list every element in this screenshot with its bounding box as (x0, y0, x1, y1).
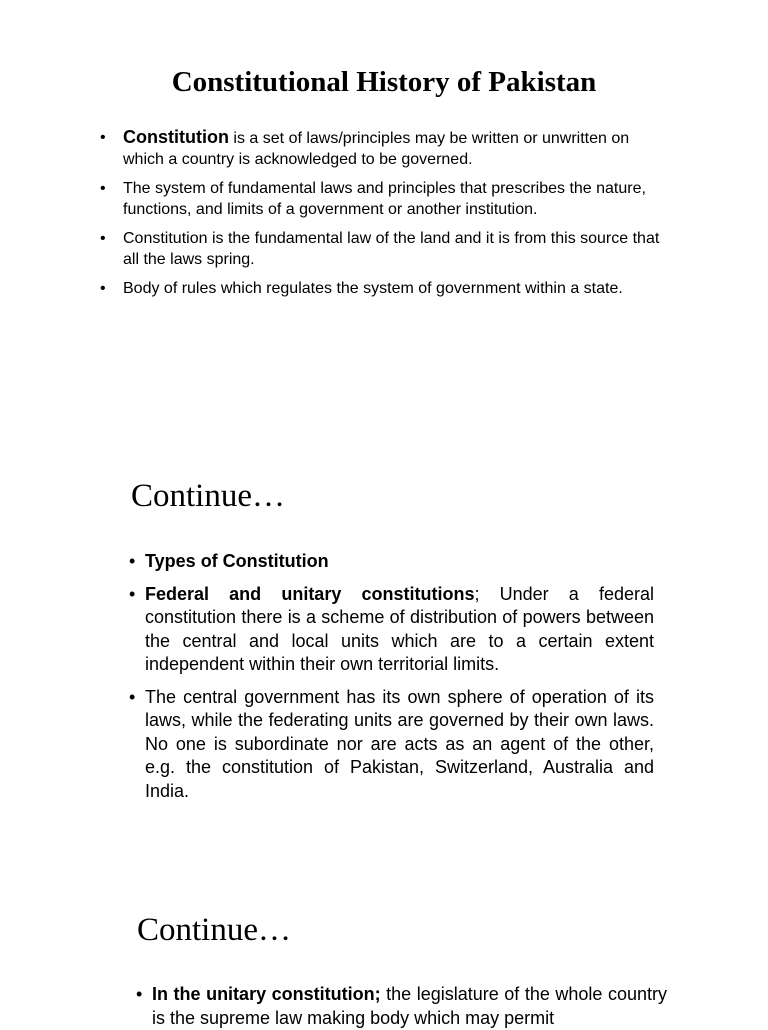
list-item (100, 178, 670, 220)
bullet-icon: • (100, 280, 106, 297)
item-text: the legislature of the whole country is the supreme law making body which may permit (152, 984, 667, 1028)
list-item (129, 583, 654, 677)
bullet-icon: • (136, 984, 143, 1004)
item-text: The central government has its own sphere of operation of its laws, while the federating units are governed by their own laws. No one is subordinate nor are acts as an agent of the other, e.g. the constitution of Pakistan, Switzerland, Australia and India. (145, 686, 654, 801)
bullet-icon: • (129, 551, 136, 571)
item-text: Constitution is the fundamental law of the land and it is from this source that all the laws spring. (123, 230, 660, 268)
item-text: ; Under a federal constitution there is a scheme of distribution of powers between the central and local units which are to a certain extent independent within their own territorial limits. (145, 583, 654, 674)
item-lead: In the unitary constitution; (152, 984, 381, 1004)
bullet-icon: • (129, 583, 136, 604)
slide-title: Continue… (137, 912, 291, 948)
bullet-icon: • (100, 129, 106, 146)
bullet-icon: • (100, 230, 106, 247)
bullet-list (129, 550, 654, 812)
item-text: Body of rules which regulates the system of government within a state. (123, 280, 623, 297)
list-item (129, 550, 654, 574)
bullet-icon: • (100, 180, 106, 197)
slide-continue-unitary (0, 890, 768, 1028)
list-item (100, 127, 670, 170)
list-item (100, 228, 670, 270)
item-lead: Federal and unitary constitutions (145, 583, 475, 604)
item-text: is a set of laws/principles may be written or unwritten on which a country is acknowledged to be governed. (123, 130, 630, 168)
slide-constitutional-history (0, 0, 768, 420)
bullet-list (100, 127, 670, 307)
page-title: Constitutional History of Pakistan (171, 66, 597, 98)
slide-continue-types (0, 420, 768, 890)
bullet-list (136, 983, 667, 1030)
item-text: The system of fundamental laws and principles that prescribes the nature, functions, and limits of a government or another institution. (123, 180, 646, 218)
bullet-icon: • (129, 686, 136, 707)
item-lead: Types of Constitution (145, 551, 329, 571)
list-item (129, 686, 654, 804)
list-item (136, 983, 667, 1030)
item-lead: Constitution (123, 127, 229, 147)
list-item (100, 278, 670, 299)
slide-title: Continue… (131, 478, 285, 514)
